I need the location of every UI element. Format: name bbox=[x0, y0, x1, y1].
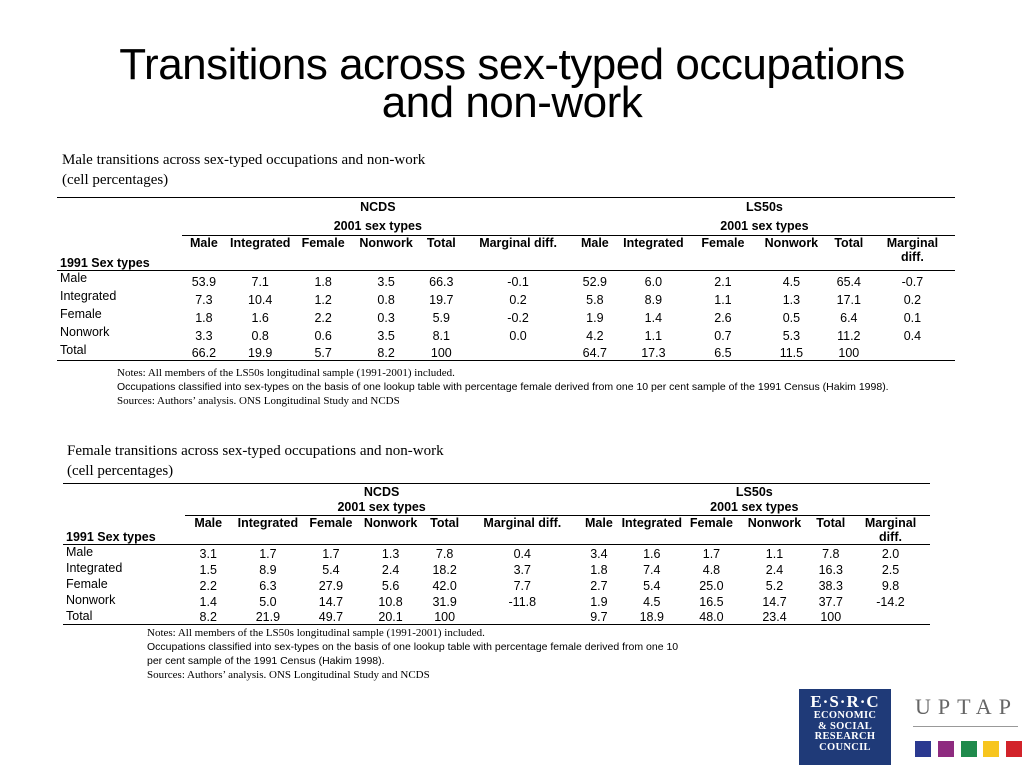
female-table-caption bbox=[67, 441, 444, 481]
row-header-label: 1991 Sex types bbox=[60, 256, 150, 270]
group-header-row bbox=[63, 484, 930, 500]
table-cell: 5.9 bbox=[432, 310, 450, 325]
row-header-label: 1991 Sex types bbox=[66, 530, 156, 544]
table-cell: 4.8 bbox=[702, 562, 721, 577]
table-cell: 25.0 bbox=[699, 578, 724, 593]
column-header-ls50s-4: Total bbox=[811, 516, 852, 545]
sub-header-ls50s: 2001 sex types bbox=[720, 218, 809, 233]
table-cell: 100 bbox=[420, 343, 462, 361]
table-cell: -0.1 bbox=[507, 274, 529, 289]
table-cell: 19.9 bbox=[226, 343, 294, 361]
table-cell: 1.4 bbox=[199, 594, 217, 609]
column-header-ls50s-4: Total bbox=[828, 236, 870, 271]
table-cell: 14.7 bbox=[762, 594, 787, 609]
table-cell: 1.2 bbox=[314, 292, 332, 307]
table-cell: 6.4 bbox=[840, 310, 858, 325]
table-row bbox=[63, 609, 930, 625]
table-cell: 100 bbox=[811, 609, 852, 625]
column-header-ncds-5: Marginal diff. bbox=[462, 236, 574, 271]
group-header-ls50s: LS50s bbox=[579, 484, 930, 500]
table-cell: 17.1 bbox=[836, 292, 861, 307]
male-transitions-table bbox=[57, 197, 955, 361]
table-cell: 42.0 bbox=[432, 578, 457, 593]
table-cell: 38.3 bbox=[818, 578, 843, 593]
column-header-row bbox=[63, 516, 930, 545]
column-header-ls50s-0: Male bbox=[579, 516, 620, 545]
table-cell: 17.3 bbox=[616, 343, 691, 361]
male-note-2: Occupations classified into sex-types on the basis of one lookup table with percentage female derived from one 10 per cent sample of the 1991 Census (Hakim 1998). bbox=[117, 381, 889, 393]
table-cell: 19.7 bbox=[429, 292, 454, 307]
table-cell: 16.5 bbox=[699, 594, 724, 609]
table-cell: 3.7 bbox=[513, 562, 531, 577]
sub-header-row bbox=[57, 217, 955, 236]
table-cell: 2.6 bbox=[714, 310, 732, 325]
table-cell: 7.8 bbox=[435, 546, 454, 561]
table-cell: 11.2 bbox=[837, 328, 861, 343]
esrc-logo-line-4: COUNCIL bbox=[819, 741, 871, 753]
group-header-ls50s: LS50s bbox=[574, 198, 955, 217]
table-cell: 5.7 bbox=[294, 343, 351, 361]
table-cell: 0.2 bbox=[903, 292, 922, 307]
table-cell: 20.1 bbox=[358, 609, 423, 625]
female-table-notes bbox=[147, 626, 678, 682]
table-cell: 4.5 bbox=[643, 594, 661, 609]
row-label: Nonwork bbox=[66, 592, 116, 607]
female-note-3: Sources: Authors’ analysis. ONS Longitudinal Study and NCDS bbox=[147, 669, 430, 681]
table-cell: 5.0 bbox=[259, 594, 277, 609]
female-caption-line-2: (cell percentages) bbox=[67, 463, 174, 479]
table-cell: 0.0 bbox=[509, 328, 527, 343]
table-cell: -11.8 bbox=[508, 594, 537, 609]
marginal-line-2: diff. bbox=[879, 530, 902, 544]
table-cell: 1.8 bbox=[590, 562, 608, 577]
table-cell: 0.6 bbox=[314, 328, 332, 343]
table-cell: 100 bbox=[828, 343, 870, 361]
table-cell: 1.9 bbox=[590, 594, 608, 609]
table-cell: 2.2 bbox=[314, 310, 332, 325]
table-cell: 0.2 bbox=[509, 292, 527, 307]
table-cell: 8.9 bbox=[644, 292, 663, 307]
title-line-1: Transitions across sex-typed occupations bbox=[119, 40, 905, 89]
male-table-caption bbox=[62, 150, 425, 190]
female-note-1: Notes: All members of the LS50s longitudinal sample (1991-2001) included. bbox=[147, 627, 485, 639]
uptap-square-5 bbox=[1006, 741, 1022, 757]
table-cell: 5.4 bbox=[322, 562, 340, 577]
table-cell: 37.7 bbox=[818, 594, 843, 609]
table-cell: 7.8 bbox=[822, 546, 840, 561]
row-label: Integrated bbox=[60, 288, 117, 303]
table-cell: 14.7 bbox=[318, 594, 344, 609]
table-cell: 49.7 bbox=[304, 609, 358, 625]
table-cell: 8.1 bbox=[432, 328, 450, 343]
table-cell: 1.4 bbox=[644, 310, 663, 325]
table-cell: 3.3 bbox=[195, 328, 213, 343]
female-caption-line-1: Female transitions across sex-typed occupations and non-work bbox=[67, 443, 444, 459]
table-cell: 1.6 bbox=[251, 310, 269, 325]
table-cell bbox=[870, 343, 955, 361]
table-row bbox=[57, 307, 955, 325]
row-label: Nonwork bbox=[60, 324, 110, 339]
male-table-notes bbox=[117, 366, 889, 408]
table-cell: 4.5 bbox=[782, 274, 801, 289]
esrc-logo-line-3: RESEARCH bbox=[814, 731, 876, 742]
column-header-ls50s-1: Integrated bbox=[616, 236, 691, 271]
table-cell: 0.7 bbox=[714, 328, 732, 343]
column-header-ncds-4: Total bbox=[423, 516, 466, 545]
column-header-ncds-2: Female bbox=[304, 516, 358, 545]
table-row bbox=[63, 561, 930, 577]
blank-cell bbox=[63, 500, 185, 516]
table-cell: 5.8 bbox=[586, 292, 604, 307]
table-cell: 1.9 bbox=[586, 310, 604, 325]
blank-cell bbox=[63, 484, 185, 500]
table-cell: 27.9 bbox=[318, 578, 344, 593]
column-header-ncds-4: Total bbox=[420, 236, 462, 271]
table-cell: 1.1 bbox=[714, 292, 732, 307]
table-row bbox=[57, 325, 955, 343]
table-cell: 65.4 bbox=[836, 274, 861, 289]
column-header-ncds-3: Nonwork bbox=[352, 236, 420, 271]
table-row bbox=[63, 577, 930, 593]
column-header-row bbox=[57, 236, 955, 271]
table-cell: 5.2 bbox=[765, 578, 784, 593]
table-cell: 10.8 bbox=[378, 594, 403, 609]
table-cell: 66.3 bbox=[429, 274, 454, 289]
table-cell: 1.8 bbox=[314, 274, 332, 289]
female-transitions-table bbox=[63, 483, 930, 625]
table-cell: 0.4 bbox=[513, 546, 531, 561]
table-cell: 1.1 bbox=[644, 328, 663, 343]
table-row bbox=[63, 593, 930, 609]
table-cell: 8.2 bbox=[352, 343, 420, 361]
table-row bbox=[57, 343, 955, 361]
male-note-3: Sources: Authors’ analysis. ONS Longitudinal Study and NCDS bbox=[117, 395, 400, 407]
marginal-line-1: Marginal bbox=[864, 516, 917, 530]
table-cell bbox=[462, 343, 574, 361]
table-cell: 21.9 bbox=[232, 609, 304, 625]
row-label: Female bbox=[66, 576, 108, 591]
sub-header-ls50s: 2001 sex types bbox=[710, 500, 799, 515]
column-header-ls50s-0: Male bbox=[574, 236, 616, 271]
table-cell: 18.2 bbox=[432, 562, 457, 577]
table-cell: 9.8 bbox=[881, 578, 900, 593]
uptap-square-2 bbox=[938, 741, 954, 757]
table-cell: 0.5 bbox=[782, 310, 801, 325]
female-note-2b: per cent sample of the 1991 Census (Hakim 1998). bbox=[147, 655, 385, 667]
male-note-1: Notes: All members of the LS50s longitudinal sample (1991-2001) included. bbox=[117, 367, 455, 379]
table-cell: 5.4 bbox=[643, 578, 661, 593]
table-cell: 0.8 bbox=[251, 328, 269, 343]
table-cell: 100 bbox=[423, 609, 466, 625]
uptap-square-1 bbox=[915, 741, 931, 757]
table-cell: 11.5 bbox=[755, 343, 828, 361]
marginal-line-1: Marginal bbox=[886, 236, 939, 250]
table-cell bbox=[851, 609, 930, 625]
esrc-logo-initials: E·S·R·C bbox=[810, 692, 880, 711]
uptap-square-4 bbox=[983, 741, 999, 757]
table-cell: 52.9 bbox=[582, 274, 608, 289]
table-cell: 6.5 bbox=[691, 343, 755, 361]
table-row bbox=[57, 271, 955, 289]
table-cell: 18.9 bbox=[619, 609, 684, 625]
title-line-2: and non-work bbox=[381, 78, 643, 127]
sub-header-ncds: 2001 sex types bbox=[333, 218, 422, 233]
table-cell: 1.3 bbox=[381, 546, 400, 561]
table-cell: 5.3 bbox=[782, 328, 801, 343]
table-cell: 3.5 bbox=[377, 328, 395, 343]
column-header-ls50s-3: Nonwork bbox=[738, 516, 810, 545]
table-cell: 0.3 bbox=[377, 310, 395, 325]
table-cell: 2.7 bbox=[590, 578, 608, 593]
group-header-row bbox=[57, 198, 955, 217]
marginal-line-2: diff. bbox=[900, 250, 924, 264]
row-label: Total bbox=[63, 609, 185, 625]
female-note-2: Occupations classified into sex-types on the basis of one lookup table with percentage female derived from one 10 bbox=[147, 641, 679, 653]
male-caption-line-2: (cell percentages) bbox=[62, 172, 169, 188]
column-header-ncds-2: Female bbox=[294, 236, 351, 271]
table-cell: 7.4 bbox=[643, 562, 661, 577]
table-cell: 3.5 bbox=[377, 274, 395, 289]
table-cell: 64.7 bbox=[574, 343, 616, 361]
table-cell: -0.7 bbox=[901, 274, 924, 289]
table-cell: 1.3 bbox=[782, 292, 801, 307]
blank-cell bbox=[57, 217, 182, 236]
column-header-ncds-3: Nonwork bbox=[358, 516, 423, 545]
column-header-ncds-5: Marginal diff. bbox=[466, 516, 579, 545]
table-cell: 2.4 bbox=[381, 562, 400, 577]
group-header-ncds: NCDS bbox=[185, 484, 579, 500]
column-header-ncds-1: Integrated bbox=[232, 516, 304, 545]
column-header-ncds-0: Male bbox=[182, 236, 226, 271]
table-cell: 1.7 bbox=[702, 546, 721, 561]
table-cell: 2.2 bbox=[199, 578, 217, 593]
table-cell: 23.4 bbox=[738, 609, 810, 625]
row-label: Female bbox=[60, 306, 102, 321]
table-cell: 6.3 bbox=[259, 578, 277, 593]
table-cell: 48.0 bbox=[684, 609, 738, 625]
table-cell: 8.2 bbox=[185, 609, 232, 625]
table-cell: 5.6 bbox=[381, 578, 400, 593]
table-cell: -0.2 bbox=[507, 310, 529, 325]
table-row bbox=[63, 545, 930, 561]
esrc-logo-line-1: ECONOMIC bbox=[813, 710, 877, 721]
slide-title bbox=[0, 40, 1024, 127]
table-cell: 1.6 bbox=[643, 546, 661, 561]
table-cell: 10.4 bbox=[248, 292, 273, 307]
row-label: Male bbox=[66, 545, 94, 559]
blank-cell bbox=[57, 198, 182, 217]
esrc-logo bbox=[799, 689, 891, 765]
table-cell bbox=[466, 609, 579, 625]
table-cell: 3.4 bbox=[590, 546, 608, 561]
table-cell: 3.1 bbox=[199, 546, 217, 561]
table-cell: 8.9 bbox=[259, 562, 277, 577]
row-label: Integrated bbox=[66, 560, 123, 575]
sub-header-ncds: 2001 sex types bbox=[337, 500, 426, 515]
table-cell: 7.3 bbox=[195, 292, 213, 307]
row-label: Total bbox=[57, 343, 182, 361]
row-label: Male bbox=[60, 271, 88, 285]
uptap-logo-rule bbox=[913, 726, 1018, 727]
table-cell: -14.2 bbox=[876, 594, 905, 609]
column-header-ls50s-2: Female bbox=[684, 516, 738, 545]
column-header-ls50s-3: Nonwork bbox=[755, 236, 828, 271]
table-cell: 2.4 bbox=[765, 562, 784, 577]
table-cell: 31.9 bbox=[432, 594, 457, 609]
group-header-ncds: NCDS bbox=[182, 198, 574, 217]
male-caption-line-1: Male transitions across sex-typed occupations and non-work bbox=[62, 152, 426, 168]
table-cell: 0.8 bbox=[377, 292, 395, 307]
column-header-ls50s-marginal bbox=[851, 516, 930, 545]
column-header-ls50s-2: Female bbox=[691, 236, 755, 271]
table-row bbox=[57, 289, 955, 307]
table-cell: 1.5 bbox=[199, 562, 217, 577]
table-cell: 1.8 bbox=[195, 310, 213, 325]
table-cell: 1.7 bbox=[259, 546, 277, 561]
table-cell: 66.2 bbox=[182, 343, 226, 361]
table-cell: 16.3 bbox=[818, 562, 843, 577]
column-header-ncds-0: Male bbox=[185, 516, 232, 545]
uptap-square-3 bbox=[961, 741, 977, 757]
table-cell: 9.7 bbox=[579, 609, 620, 625]
table-cell: 7.1 bbox=[251, 274, 269, 289]
table-cell: 53.9 bbox=[191, 274, 217, 289]
column-header-ls50s-1: Integrated bbox=[619, 516, 684, 545]
table-cell: 2.5 bbox=[881, 562, 900, 577]
table-cell: 2.1 bbox=[714, 274, 732, 289]
table-cell: 6.0 bbox=[644, 274, 663, 289]
table-cell: 4.2 bbox=[586, 328, 604, 343]
uptap-logo: UPTAP bbox=[915, 694, 1018, 719]
table-cell: 0.4 bbox=[903, 328, 922, 343]
column-header-ncds-1: Integrated bbox=[226, 236, 294, 271]
table-cell: 1.7 bbox=[322, 546, 340, 561]
table-cell: 2.0 bbox=[881, 546, 900, 561]
table-cell: 0.1 bbox=[903, 310, 922, 325]
esrc-logo-line-2: & SOCIAL bbox=[817, 720, 873, 732]
column-header-ls50s-marginal bbox=[870, 236, 955, 271]
sub-header-row bbox=[63, 500, 930, 516]
table-cell: 7.7 bbox=[513, 578, 531, 593]
table-cell: 1.1 bbox=[765, 546, 784, 561]
